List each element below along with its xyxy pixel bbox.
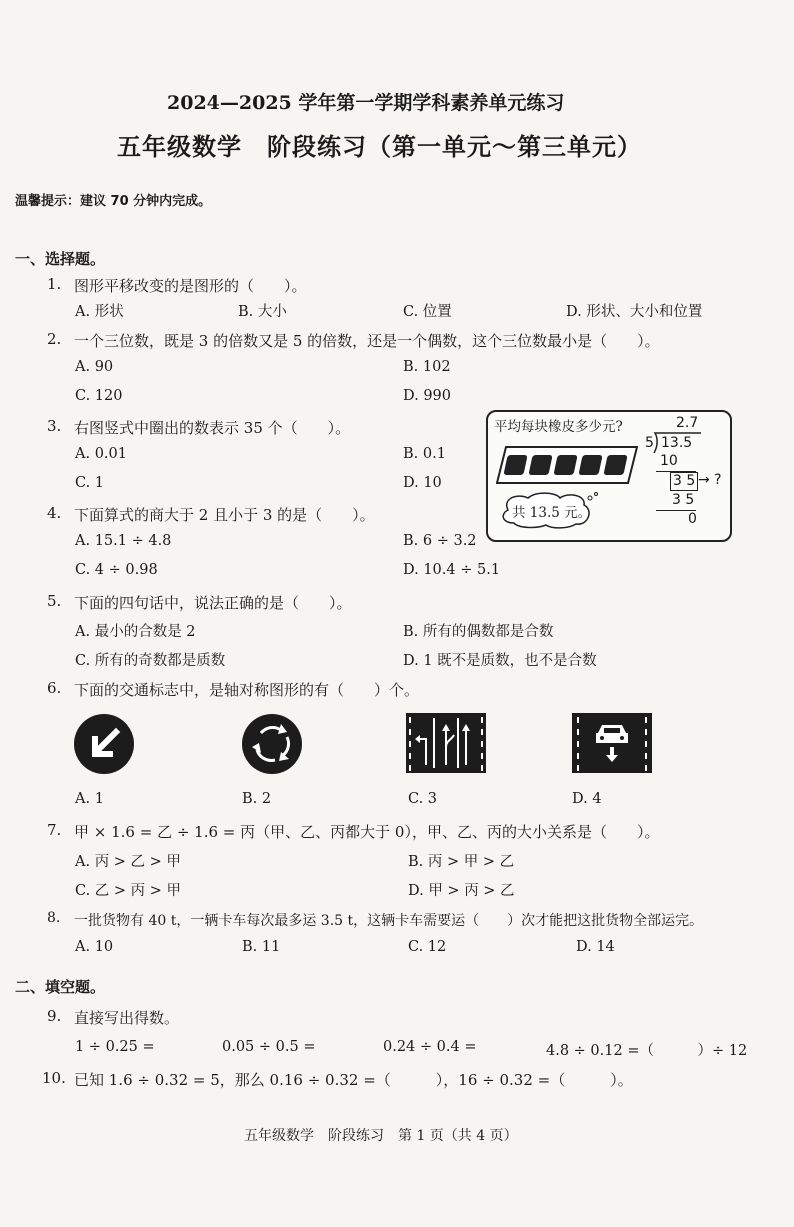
question-text: 下面的交通标志中，是轴对称图形的有（ ）个。 bbox=[74, 681, 420, 699]
question-text: 图形平移改变的是图形的（ ）。 bbox=[74, 277, 307, 295]
time-tip: 温馨提示：建议 70 分钟内完成。 bbox=[15, 194, 212, 209]
option-d[interactable]: D. 10.4 ÷ 5.1 bbox=[403, 562, 501, 578]
remainder: 0 bbox=[688, 511, 697, 527]
question-text: 下面的四句话中，说法正确的是（ ）。 bbox=[74, 594, 352, 612]
calc-item: 1 ÷ 0.25 = bbox=[75, 1039, 155, 1055]
option-d[interactable]: D. 10 bbox=[403, 475, 442, 491]
calc-item: 0.05 ÷ 0.5 = bbox=[222, 1039, 316, 1055]
exam-subtitle: 五年级数学 阶段练习（第一单元～第三单元） bbox=[117, 132, 642, 161]
quotient: 2.7 bbox=[676, 415, 699, 431]
option-a[interactable]: A. 最小的合数是 2 bbox=[75, 624, 196, 640]
erasers-icon bbox=[496, 444, 638, 486]
step-product: 10 bbox=[660, 453, 678, 469]
option-b[interactable]: B. 2 bbox=[242, 791, 272, 807]
option-b[interactable]: B. 所有的偶数都是合数 bbox=[403, 624, 554, 640]
dividend: 13.5 bbox=[661, 435, 693, 451]
question-number: 5. bbox=[47, 592, 62, 610]
roundabout-sign-icon bbox=[241, 713, 303, 775]
option-c[interactable]: C. 4 ÷ 0.98 bbox=[75, 562, 158, 578]
option-a[interactable]: A. 10 bbox=[75, 939, 114, 955]
option-a[interactable]: A. 90 bbox=[75, 359, 114, 375]
car-lane-sign-icon bbox=[572, 713, 652, 773]
question-number: 9. bbox=[47, 1007, 62, 1025]
option-a[interactable]: A. 形状 bbox=[75, 304, 124, 320]
option-b[interactable]: B. 102 bbox=[403, 359, 451, 375]
option-d[interactable]: D. 1 既不是质数，也不是合数 bbox=[403, 653, 597, 669]
option-d[interactable]: D. 形状、大小和位置 bbox=[566, 304, 703, 320]
option-c[interactable]: C. 所有的奇数都是质数 bbox=[75, 653, 226, 669]
division-figure bbox=[486, 410, 732, 542]
question-number: 10. bbox=[42, 1069, 66, 1087]
option-b[interactable]: B. 大小 bbox=[238, 304, 287, 320]
question-text: 右图竖式中圈出的数表示 35 个（ ）。 bbox=[74, 419, 351, 437]
question-text: 已知 1.6 ÷ 0.32 = 5，那么 0.16 ÷ 0.32 =（ ），16 ÷ 0.32 =（ ）。 bbox=[74, 1071, 633, 1089]
option-c[interactable]: C. 位置 bbox=[403, 304, 452, 320]
bubble-text: 共 13.5 元。 bbox=[512, 505, 592, 521]
option-a[interactable]: A. 0.01 bbox=[75, 446, 127, 462]
option-d[interactable]: D. 990 bbox=[403, 388, 452, 404]
lane-direction-sign-icon bbox=[406, 713, 486, 773]
question-number: 3. bbox=[47, 417, 62, 435]
calc-item: 4.8 ÷ 0.12 =（ ）÷ 12 bbox=[546, 1043, 748, 1059]
option-b[interactable]: B. 丙 > 甲 > 乙 bbox=[408, 854, 515, 870]
option-c[interactable]: C. 12 bbox=[408, 939, 447, 955]
question-text: 直接写出得数。 bbox=[74, 1009, 180, 1027]
step-product: 3 5 bbox=[672, 492, 695, 508]
arrow-label: → ? bbox=[698, 472, 722, 488]
option-c[interactable]: C. 120 bbox=[75, 388, 123, 404]
option-c[interactable]: C. 1 bbox=[75, 475, 105, 491]
page-footer: 五年级数学 阶段练习 第 1 页（共 4 页） bbox=[244, 1128, 518, 1144]
question-text: 一批货物有 40 t，一辆卡车每次最多运 3.5 t，这辆卡车需要运（ ）次才能把这批货物全部运完。 bbox=[74, 913, 704, 929]
section-heading-fill: 二、填空题。 bbox=[15, 978, 106, 996]
option-d[interactable]: D. 甲 > 丙 > 乙 bbox=[408, 883, 515, 899]
question-number: 2. bbox=[47, 330, 62, 348]
option-b[interactable]: B. 6 ÷ 3.2 bbox=[403, 533, 477, 549]
question-number: 7. bbox=[47, 821, 62, 839]
question-number: 6. bbox=[47, 679, 62, 697]
option-d[interactable]: D. 4 bbox=[572, 791, 602, 807]
calc-item: 0.24 ÷ 0.4 = bbox=[383, 1039, 477, 1055]
exam-title: 2024—2025 学年第一学期学科素养单元练习 bbox=[167, 92, 565, 114]
option-c[interactable]: C. 3 bbox=[408, 791, 438, 807]
option-a[interactable]: A. 1 bbox=[75, 791, 104, 807]
figure-question: 平均每块橡皮多少元? bbox=[494, 419, 623, 435]
option-b[interactable]: B. 11 bbox=[242, 939, 281, 955]
circled-number: 3 5 bbox=[670, 472, 698, 491]
section-heading-choice: 一、选择题。 bbox=[15, 250, 106, 268]
question-number: 4. bbox=[47, 504, 62, 522]
option-d[interactable]: D. 14 bbox=[576, 939, 615, 955]
option-a[interactable]: A. 15.1 ÷ 4.8 bbox=[75, 533, 172, 549]
question-number: 1. bbox=[47, 275, 62, 293]
question-text: 甲 × 1.6 = 乙 ÷ 1.6 = 丙（甲、乙、丙都大于 0），甲、乙、丙的大小关系是（ ）。 bbox=[74, 823, 660, 841]
question-text: 一个三位数，既是 3 的倍数又是 5 的倍数，还是一个偶数，这个三位数最小是（ ）。 bbox=[74, 332, 660, 350]
option-b[interactable]: B. 0.1 bbox=[403, 446, 446, 462]
question-number: 8. bbox=[47, 910, 61, 926]
divisor: 5 bbox=[645, 435, 654, 451]
arrow-down-left-sign-icon bbox=[73, 713, 135, 775]
question-text: 下面算式的商大于 2 且小于 3 的是（ ）。 bbox=[74, 506, 375, 524]
option-c[interactable]: C. 乙 > 丙 > 甲 bbox=[75, 883, 182, 899]
option-a[interactable]: A. 丙 > 乙 > 甲 bbox=[75, 854, 181, 870]
